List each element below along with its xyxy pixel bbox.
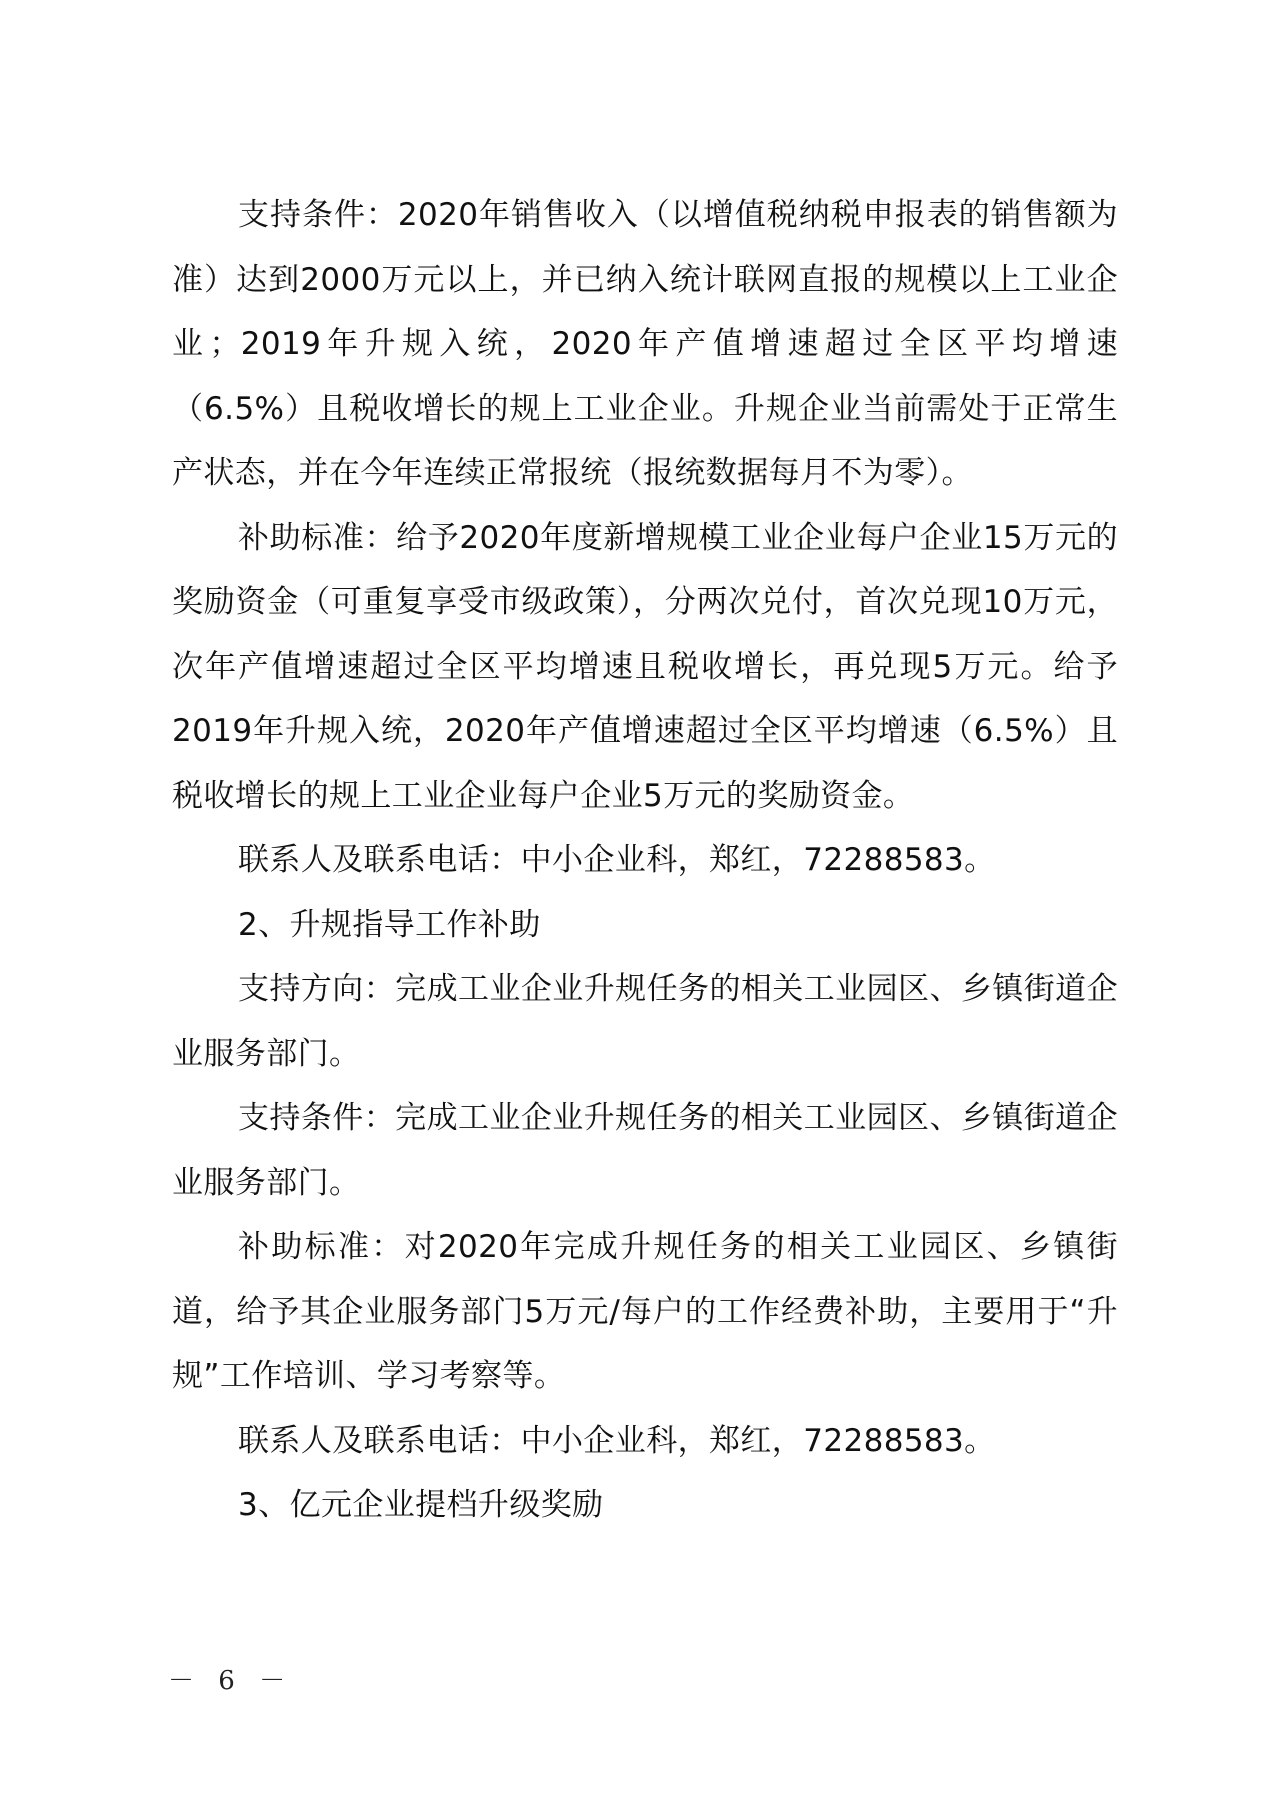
paragraph-support-conditions: 支持条件：2020年销售收入（以增值税纳税申报表的销售额为准）达到2000万元以上，并已纳入统计联网直报的规模以上工业企业；2019年升规入统，2020年产值增速超过全区平均增速（6.5%）且税收增长的规上工业企业。升规企业当前需处于正常生产状态，并在今年连续正常报统（报统数据每月不为零）。: [172, 197, 1118, 491]
body-text: [172, 183, 1118, 1538]
section-heading-3: 3、亿元企业提档升级奖励: [238, 1487, 604, 1523]
paragraph-support-direction: 支持方向：完成工业企业升规任务的相关工业园区、乡镇街道企业服务部门。: [172, 971, 1118, 1072]
paragraph-contact: 联系人及联系电话：中小企业科，郑红，72288583。: [238, 842, 996, 878]
paragraph-subsidy-standard: 补助标准：给予2020年度新增规模工业企业每户企业15万元的奖励资金（可重复享受市级政策），分两次兑付，首次兑现10万元，次年产值增速超过全区平均增速且税收增长，再兑现5万元。给予2019年升规入统，2020年产值增速超过全区平均增速（6.5%）且税收增长的规上工业企业每户企业5万元的奖励资金。: [172, 519, 1118, 814]
paragraph-subsidy-standard-2: 补助标准：对2020年完成升规任务的相关工业园区、乡镇街道，给予其企业服务部门5万元/每户的工作经费补助，主要用于“升规”工作培训、学习考察等。: [172, 1229, 1118, 1394]
section-heading-2: 2、升规指导工作补助: [238, 906, 541, 943]
paragraph-contact-2: 联系人及联系电话：中小企业科，郑红，72288583。: [238, 1422, 996, 1459]
paragraph-support-conditions-2: 支持条件：完成工业企业升规任务的相关工业园区、乡镇街道企业服务部门。: [172, 1100, 1118, 1201]
page-number: － 6 －: [168, 1666, 294, 1696]
